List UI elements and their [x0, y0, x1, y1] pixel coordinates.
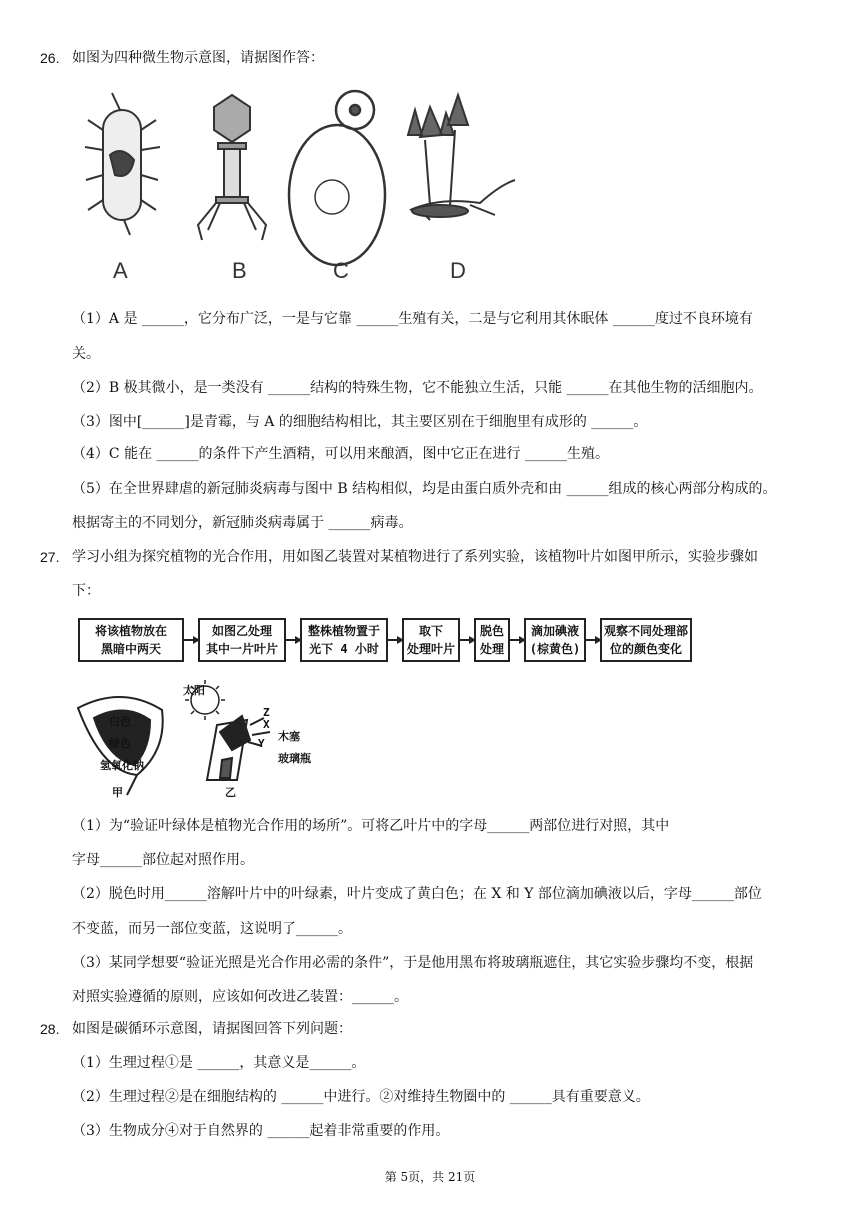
fig-sun-label: 太阳: [183, 684, 205, 697]
q27-stem-cont: 下：: [72, 583, 100, 599]
flow-step-4: [402, 618, 460, 662]
fig-green-label: 绿色: [109, 737, 131, 750]
flow-arrow-icon: [460, 639, 474, 641]
flow-step-7: [600, 618, 692, 662]
flow-step-7-line-1: 观察不同处理部: [604, 624, 689, 638]
q26-item-2: （2）B 极其微小，是一类没有 ______结构的特殊生物，它不能独立生活，只能 ______在其他生物的活细胞内。: [72, 380, 763, 396]
q27-number: 27.: [40, 549, 60, 565]
flow-step-2: [198, 618, 286, 662]
q26-item-1-cont: 关。: [72, 346, 100, 362]
flow-step-5: [474, 618, 510, 662]
q27-item-1-cont: 字母______部位起对照作用。: [72, 852, 254, 868]
q27-item-3: （3）某同学想要“验证光照是光合作用必需的条件”，于是他用黑布将玻璃瓶遮住，其它实验步骤均不变，根据: [72, 955, 754, 971]
q26-item-4: （4）C 能在 ______的条件下产生酒精，可以用来酿酒，图中它正在进行 ______生殖。: [72, 446, 609, 462]
fig-z-label: Z: [263, 706, 270, 719]
flow-step-6: [524, 618, 586, 662]
fig-naoh-label: 氢氧化钠: [100, 759, 144, 772]
q27-stem: 学习小组为探究植物的光合作用，用如图乙装置对某植物进行了系列实验，该植物叶片如图甲所示，实验步骤如: [72, 549, 758, 565]
flow-step-2-line-1: 如图乙处理: [211, 624, 272, 638]
flow-step-1-line-1: 将该植物放在: [94, 624, 167, 638]
flow-arrow-icon: [586, 639, 600, 641]
q27-item-1: （1）为“验证叶绿体是植物光合作用的场所”。可将乙叶片中的字母______两部位进行对照，其中: [72, 818, 670, 834]
fig-x-label: X: [263, 718, 270, 731]
fig-jia-label: 甲: [112, 786, 123, 799]
q26-item-1: （1）A 是 ______，它分布广泛，一是与它靠 ______生殖有关，二是与它利用其休眠体 ______度过不良环境有: [72, 311, 753, 327]
figure-label-c: C: [333, 258, 349, 283]
fig-cork-label: 木塞: [278, 730, 300, 743]
q27-item-2-cont: 不变蓝，而另一部位变蓝，这说明了______。: [72, 921, 352, 937]
q27-item-3-cont: 对照实验遵循的原则，应该如何改进乙装置：______。: [72, 989, 408, 1005]
phage-drawing: [198, 95, 266, 240]
q28-number: 28.: [40, 1021, 60, 1037]
flow-step-3-line-2: 光下 4 小时: [309, 642, 379, 656]
figure-label-d: D: [450, 258, 466, 283]
flow-arrow-icon: [388, 639, 402, 641]
q26-item-5-cont: 根据寄主的不同划分，新冠肺炎病毒属于 ______病毒。: [72, 515, 413, 531]
figure-label-a: A: [113, 258, 128, 283]
flow-step-3: [300, 618, 388, 662]
fig-y-label: Y: [258, 737, 265, 750]
flow-step-7-line-2: 位的颜色变化: [609, 642, 682, 656]
flow-step-3-line-1: 整株植物置于: [308, 624, 381, 638]
q26-item-5: （5）在全世界肆虐的新冠肺炎病毒与图中 B 结构相似，均是由蛋白质外壳和由 ______组成的核心两部分构成的。: [72, 481, 777, 497]
fig-yi-label: 乙: [225, 786, 236, 799]
flow-step-6-line-2: (棕黄色): [529, 642, 581, 656]
penicillium-drawing: [408, 95, 515, 220]
q26-stem: 如图为四种微生物示意图，请据图作答：: [72, 50, 324, 66]
yeast-drawing: [289, 91, 385, 265]
bacterium-drawing: [85, 93, 160, 235]
q26-number: 26.: [40, 50, 60, 66]
flow-step-1-line-2: 黑暗中两天: [100, 642, 161, 656]
q28-item-3: （3）生物成分④对于自然界的 ______起着非常重要的作用。: [72, 1123, 450, 1139]
flow-step-6-line-1: 滴加碘液: [531, 624, 580, 638]
flow-step-5-line-2: 处理: [480, 642, 505, 656]
page-footer: 第 5页，共 21页: [384, 1170, 476, 1184]
flow-step-1: [78, 618, 184, 662]
flow-arrow-icon: [510, 639, 524, 641]
q28-stem: 如图是碳循环示意图，请据图回答下列问题：: [72, 1021, 352, 1037]
q28-item-1: （1）生理过程①是 ______，其意义是______。: [72, 1055, 366, 1071]
flow-step-2-line-2: 其中一片叶片: [206, 642, 279, 656]
q26-item-3: （3）图中[______]是青霉，与 A 的细胞结构相比，其主要区别在于细胞里有成形的 ______。: [72, 414, 648, 430]
flow-step-4-line-1: 取下: [418, 624, 443, 638]
q28-item-2: （2）生理过程②是在细胞结构的 ______中进行。②对维持生物圈中的 ______具有重要意义。: [72, 1089, 650, 1105]
experiment-steps-flowchart: [78, 618, 692, 662]
flow-arrow-icon: [286, 639, 300, 641]
q27-item-2: （2）脱色时用______溶解叶片中的叶绿素，叶片变成了黄白色；在 X 和 Y 部位滴加碘液以后，字母______部位: [72, 886, 762, 902]
fig-white-label: 白色: [109, 715, 131, 728]
fig-bottle-label: 玻璃瓶: [278, 752, 311, 765]
flow-step-5-line-1: 脱色: [480, 624, 505, 638]
flow-arrow-icon: [184, 639, 198, 641]
figure-label-b: B: [232, 258, 247, 283]
flow-step-4-line-2: 处理叶片: [407, 642, 456, 656]
